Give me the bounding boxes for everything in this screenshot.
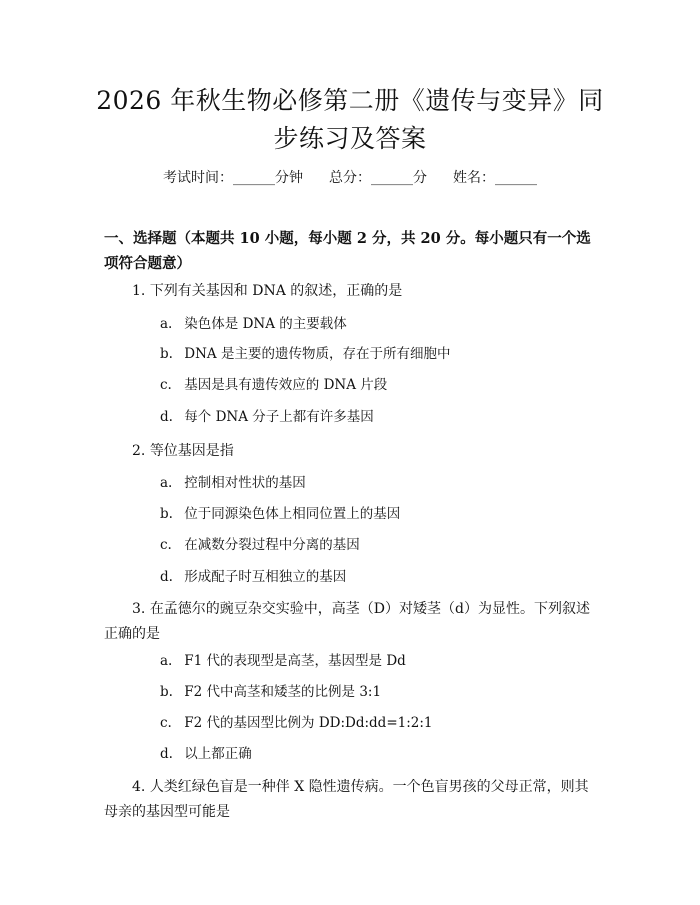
q3-option-c — [160, 713, 433, 733]
question-number: 1. — [132, 283, 146, 299]
option-letter: a. — [160, 475, 173, 491]
option-letter: c. — [160, 377, 172, 393]
exam-time-field: 考试时间：______分钟 — [163, 170, 303, 186]
q1-option-c — [160, 375, 387, 395]
q2-option-c — [160, 535, 360, 555]
question-number: 4. — [132, 779, 146, 795]
student-name-field: 姓名：______ — [453, 170, 537, 186]
option-text: 以上都正确 — [184, 746, 252, 762]
option-text: 每个 DNA 分子上都有许多基因 — [184, 409, 374, 425]
option-text: 控制相对性状的基因 — [184, 475, 306, 491]
question-3 — [104, 597, 594, 647]
option-text: F2 代的基因型比例为 DD:Dd:dd=1:2:1 — [184, 715, 433, 731]
option-letter: c. — [160, 537, 172, 553]
option-letter: a. — [160, 316, 173, 332]
total-score-field: 总分：______分 — [329, 170, 427, 186]
option-text: 基因是具有遗传效应的 DNA 片段 — [184, 377, 388, 393]
option-letter: d. — [160, 746, 173, 762]
option-text: F2 代中高茎和矮茎的比例是 3:1 — [184, 684, 382, 700]
option-letter: b. — [160, 346, 173, 362]
q3-option-b — [160, 682, 381, 702]
question-text: 下列有关基因和 DNA 的叙述，正确的是 — [149, 283, 403, 299]
question-2 — [104, 439, 594, 464]
question-number: 2. — [132, 443, 146, 459]
q3-option-d — [160, 744, 252, 764]
q1-option-a — [160, 314, 347, 334]
q2-option-a — [160, 473, 306, 493]
question-text: 人类红绿色盲是一种伴 X 隐性遗传病。一个色盲男孩的父母正常，则其母亲的基因型可能是 — [104, 779, 589, 820]
question-1 — [104, 279, 594, 304]
option-text: 形成配子时互相独立的基因 — [184, 569, 347, 585]
option-letter: d. — [160, 569, 173, 585]
option-letter: b. — [160, 506, 173, 522]
exam-info-line — [0, 168, 700, 188]
question-4 — [104, 775, 594, 825]
q1-option-b — [160, 344, 450, 364]
question-text: 在孟德尔的豌豆杂交实验中，高茎（D）对矮茎（d）为显性。下列叙述正确的是 — [104, 601, 590, 642]
q1-option-d — [160, 407, 374, 427]
question-text: 等位基因是指 — [149, 443, 234, 459]
q3-option-a — [160, 651, 406, 671]
option-text: 染色体是 DNA 的主要载体 — [184, 316, 347, 332]
option-letter: a. — [160, 653, 173, 669]
document-title-line-2: 步练习及答案 — [273, 124, 427, 153]
option-text: F1 代的表现型是高茎，基因型是 Dd — [184, 653, 406, 669]
section-heading-multiple-choice: 一、选择题（本题共 10 小题，每小题 2 分，共 20 分。每小题只有一个选项符合题意） — [104, 230, 591, 272]
option-text: 在减数分裂过程中分离的基因 — [184, 537, 360, 553]
option-text: DNA 是主要的遗传物质，存在于所有细胞中 — [184, 346, 451, 362]
option-text: 位于同源染色体上相同位置上的基因 — [184, 506, 401, 522]
q2-option-b — [160, 504, 400, 524]
document-title-line-1: 2026 年秋生物必修第二册《遗传与变异》同 — [96, 86, 604, 115]
option-letter: d. — [160, 409, 173, 425]
question-number: 3. — [132, 601, 146, 617]
q2-option-d — [160, 567, 346, 587]
option-letter: b. — [160, 684, 173, 700]
option-letter: c. — [160, 715, 172, 731]
